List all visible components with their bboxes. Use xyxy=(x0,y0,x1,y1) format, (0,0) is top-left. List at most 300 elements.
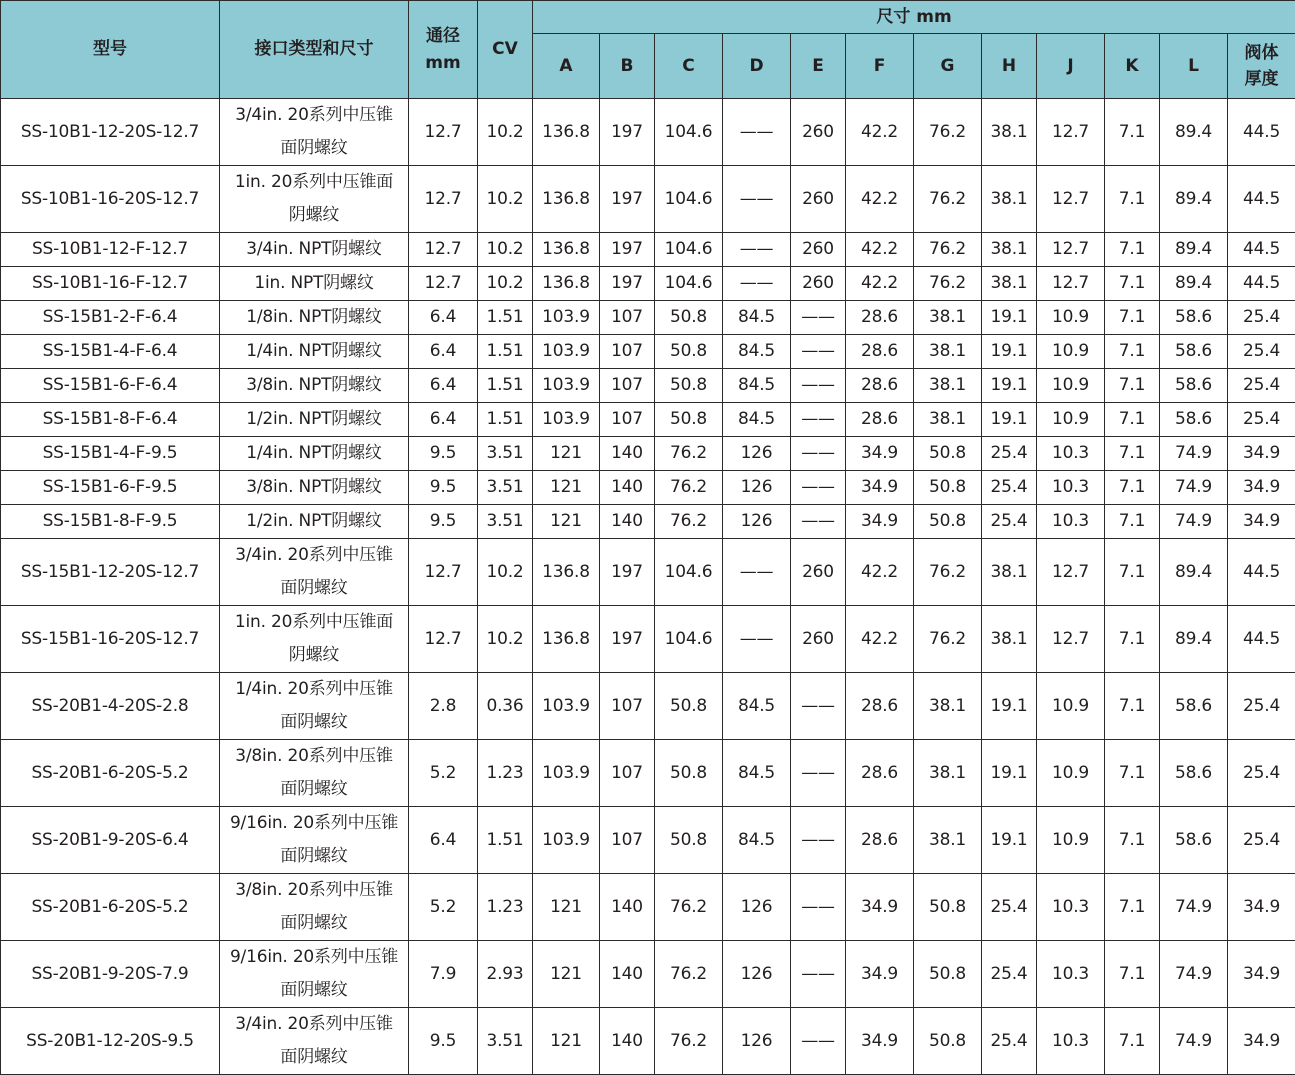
cell-cv: 10.2 xyxy=(478,233,533,267)
table-row xyxy=(1,267,1295,301)
cell-dim-f: 34.9 xyxy=(846,1008,914,1075)
cell-dim-k: 7.1 xyxy=(1105,471,1160,505)
header-dim-h: H xyxy=(982,34,1037,99)
cell-cv: 1.51 xyxy=(478,335,533,369)
cell-bore: 12.7 xyxy=(409,233,478,267)
cell-dim-c: 104.6 xyxy=(655,267,723,301)
cell-dim-f: 42.2 xyxy=(846,233,914,267)
cell-dim-c: 50.8 xyxy=(655,740,723,807)
cell-dim-g: 50.8 xyxy=(914,874,982,941)
cell-dim-k: 7.1 xyxy=(1105,437,1160,471)
cell-dim-c: 50.8 xyxy=(655,301,723,335)
cell-dim-a: 103.9 xyxy=(533,301,600,335)
cell-dim-h: 38.1 xyxy=(982,99,1037,166)
cell-cv: 10.2 xyxy=(478,166,533,233)
cell-dim-c: 76.2 xyxy=(655,505,723,539)
cell-dim-f: 28.6 xyxy=(846,301,914,335)
cell-dim-a: 103.9 xyxy=(533,673,600,740)
cell-dim-g: 50.8 xyxy=(914,471,982,505)
cell-dim-a: 136.8 xyxy=(533,233,600,267)
cell-dim-b: 197 xyxy=(600,99,655,166)
cell-dim-g: 38.1 xyxy=(914,740,982,807)
cell-bore: 6.4 xyxy=(409,369,478,403)
cell-dim-e: —— xyxy=(791,505,846,539)
table-body xyxy=(1,99,1295,1075)
cell-dim-b: 107 xyxy=(600,335,655,369)
cell-connection: 3/4in. NPT阴螺纹 xyxy=(220,233,409,267)
cell-model: SS-20B1-9-20S-6.4 xyxy=(1,807,220,874)
cell-thickness: 25.4 xyxy=(1228,403,1295,437)
cell-dim-g: 76.2 xyxy=(914,233,982,267)
cell-dim-e: —— xyxy=(791,471,846,505)
cell-model: SS-15B1-8-F-9.5 xyxy=(1,505,220,539)
cell-model: SS-20B1-12-20S-9.5 xyxy=(1,1008,220,1075)
cell-dim-j: 10.9 xyxy=(1037,740,1105,807)
cell-dim-b: 107 xyxy=(600,807,655,874)
table-row xyxy=(1,606,1295,673)
cell-dim-c: 104.6 xyxy=(655,233,723,267)
cell-dim-k: 7.1 xyxy=(1105,1008,1160,1075)
cell-dim-k: 7.1 xyxy=(1105,403,1160,437)
cell-dim-l: 74.9 xyxy=(1160,505,1228,539)
cell-dim-f: 28.6 xyxy=(846,740,914,807)
cell-dim-g: 38.1 xyxy=(914,673,982,740)
cell-dim-a: 103.9 xyxy=(533,403,600,437)
cell-dim-k: 7.1 xyxy=(1105,369,1160,403)
cell-dim-k: 7.1 xyxy=(1105,673,1160,740)
header-dim-k: K xyxy=(1105,34,1160,99)
cell-dim-l: 89.4 xyxy=(1160,606,1228,673)
cell-model: SS-15B1-8-F-6.4 xyxy=(1,403,220,437)
cell-dim-d: 84.5 xyxy=(723,369,791,403)
cell-dim-a: 136.8 xyxy=(533,539,600,606)
cell-dim-b: 140 xyxy=(600,471,655,505)
cell-connection: 1in. NPT阴螺纹 xyxy=(220,267,409,301)
cell-dim-b: 197 xyxy=(600,166,655,233)
cell-dim-b: 140 xyxy=(600,941,655,1008)
cell-bore: 6.4 xyxy=(409,301,478,335)
cell-dim-j: 10.3 xyxy=(1037,941,1105,1008)
cell-dim-a: 121 xyxy=(533,471,600,505)
cell-dim-j: 10.3 xyxy=(1037,1008,1105,1075)
cell-dim-j: 10.9 xyxy=(1037,403,1105,437)
cell-dim-c: 50.8 xyxy=(655,369,723,403)
cell-dim-d: 84.5 xyxy=(723,335,791,369)
cell-dim-h: 19.1 xyxy=(982,369,1037,403)
cell-dim-k: 7.1 xyxy=(1105,505,1160,539)
cell-cv: 3.51 xyxy=(478,1008,533,1075)
cell-dim-c: 50.8 xyxy=(655,807,723,874)
cell-dim-f: 28.6 xyxy=(846,335,914,369)
header-cv: CV xyxy=(478,1,533,99)
cell-dim-e: —— xyxy=(791,403,846,437)
cell-bore: 5.2 xyxy=(409,874,478,941)
table-row xyxy=(1,874,1295,941)
cell-connection: 3/8in. NPT阴螺纹 xyxy=(220,471,409,505)
cell-dim-b: 107 xyxy=(600,673,655,740)
table-row xyxy=(1,369,1295,403)
table-row xyxy=(1,471,1295,505)
cell-dim-e: —— xyxy=(791,807,846,874)
cell-dim-c: 104.6 xyxy=(655,606,723,673)
cell-dim-g: 38.1 xyxy=(914,403,982,437)
cell-cv: 10.2 xyxy=(478,267,533,301)
cell-thickness: 34.9 xyxy=(1228,505,1295,539)
cell-dim-d: 84.5 xyxy=(723,673,791,740)
cell-dim-h: 38.1 xyxy=(982,267,1037,301)
cell-dim-f: 28.6 xyxy=(846,807,914,874)
cell-dim-b: 197 xyxy=(600,233,655,267)
cell-connection: 3/4in. 20系列中压锥面阴螺纹 xyxy=(220,539,409,606)
table-row xyxy=(1,807,1295,874)
cell-bore: 12.7 xyxy=(409,99,478,166)
cell-dim-e: —— xyxy=(791,673,846,740)
cell-dim-d: 84.5 xyxy=(723,301,791,335)
cell-connection: 1/2in. NPT阴螺纹 xyxy=(220,505,409,539)
cell-dim-b: 107 xyxy=(600,740,655,807)
header-bore-line2: mm xyxy=(425,53,460,73)
cell-dim-h: 19.1 xyxy=(982,740,1037,807)
header-dim-f: F xyxy=(846,34,914,99)
cell-connection: 3/8in. 20系列中压锥面阴螺纹 xyxy=(220,740,409,807)
cell-connection: 9/16in. 20系列中压锥面阴螺纹 xyxy=(220,941,409,1008)
cell-thickness: 44.5 xyxy=(1228,233,1295,267)
cell-dim-f: 42.2 xyxy=(846,166,914,233)
cell-dim-k: 7.1 xyxy=(1105,606,1160,673)
cell-dim-d: 126 xyxy=(723,941,791,1008)
cell-dim-e: —— xyxy=(791,941,846,1008)
cell-model: SS-15B1-4-F-6.4 xyxy=(1,335,220,369)
cell-thickness: 34.9 xyxy=(1228,941,1295,1008)
cell-dim-g: 76.2 xyxy=(914,606,982,673)
cell-cv: 10.2 xyxy=(478,539,533,606)
cell-bore: 7.9 xyxy=(409,941,478,1008)
cell-dim-j: 10.9 xyxy=(1037,673,1105,740)
cell-thickness: 34.9 xyxy=(1228,437,1295,471)
cell-connection: 3/4in. 20系列中压锥面阴螺纹 xyxy=(220,1008,409,1075)
cell-dim-f: 34.9 xyxy=(846,941,914,1008)
cell-dim-c: 76.2 xyxy=(655,437,723,471)
cell-dim-d: 126 xyxy=(723,874,791,941)
cell-dim-j: 10.3 xyxy=(1037,437,1105,471)
cell-dim-b: 107 xyxy=(600,403,655,437)
cell-dim-l: 74.9 xyxy=(1160,874,1228,941)
cell-dim-k: 7.1 xyxy=(1105,941,1160,1008)
cell-thickness: 44.5 xyxy=(1228,539,1295,606)
cell-dim-f: 42.2 xyxy=(846,99,914,166)
table-row xyxy=(1,941,1295,1008)
cell-dim-a: 103.9 xyxy=(533,335,600,369)
cell-dim-h: 25.4 xyxy=(982,941,1037,1008)
cell-cv: 1.23 xyxy=(478,874,533,941)
cell-dim-l: 89.4 xyxy=(1160,166,1228,233)
cell-thickness: 34.9 xyxy=(1228,874,1295,941)
cell-dim-f: 42.2 xyxy=(846,539,914,606)
cell-cv: 1.51 xyxy=(478,403,533,437)
cell-dim-d: —— xyxy=(723,606,791,673)
cell-model: SS-20B1-6-20S-5.2 xyxy=(1,740,220,807)
cell-dim-j: 12.7 xyxy=(1037,99,1105,166)
cell-cv: 1.51 xyxy=(478,369,533,403)
cell-dim-f: 34.9 xyxy=(846,874,914,941)
cell-thickness: 25.4 xyxy=(1228,807,1295,874)
cell-dim-b: 140 xyxy=(600,437,655,471)
table-row xyxy=(1,539,1295,606)
cell-dim-e: 260 xyxy=(791,539,846,606)
table-row xyxy=(1,166,1295,233)
cell-bore: 9.5 xyxy=(409,437,478,471)
cell-cv: 10.2 xyxy=(478,606,533,673)
cell-dim-l: 58.6 xyxy=(1160,403,1228,437)
cell-bore: 12.7 xyxy=(409,606,478,673)
cell-thickness: 25.4 xyxy=(1228,740,1295,807)
cell-dim-c: 104.6 xyxy=(655,166,723,233)
cell-model: SS-10B1-12-20S-12.7 xyxy=(1,99,220,166)
cell-dim-b: 140 xyxy=(600,874,655,941)
cell-dim-h: 25.4 xyxy=(982,505,1037,539)
cell-connection: 9/16in. 20系列中压锥面阴螺纹 xyxy=(220,807,409,874)
cell-bore: 12.7 xyxy=(409,166,478,233)
table-row xyxy=(1,403,1295,437)
cell-dim-d: —— xyxy=(723,166,791,233)
cell-dim-f: 34.9 xyxy=(846,505,914,539)
cell-dim-g: 50.8 xyxy=(914,941,982,1008)
cell-dim-j: 12.7 xyxy=(1037,606,1105,673)
cell-dim-h: 38.1 xyxy=(982,539,1037,606)
cell-dim-k: 7.1 xyxy=(1105,166,1160,233)
cell-dim-a: 103.9 xyxy=(533,740,600,807)
cell-bore: 9.5 xyxy=(409,471,478,505)
cell-bore: 6.4 xyxy=(409,403,478,437)
cell-dim-d: 84.5 xyxy=(723,740,791,807)
cell-model: SS-15B1-2-F-6.4 xyxy=(1,301,220,335)
cell-bore: 6.4 xyxy=(409,335,478,369)
cell-dim-d: 126 xyxy=(723,437,791,471)
cell-model: SS-20B1-9-20S-7.9 xyxy=(1,941,220,1008)
cell-dim-d: —— xyxy=(723,267,791,301)
cell-dim-k: 7.1 xyxy=(1105,99,1160,166)
cell-dim-e: —— xyxy=(791,740,846,807)
cell-cv: 0.36 xyxy=(478,673,533,740)
cell-dim-b: 197 xyxy=(600,606,655,673)
cell-dim-k: 7.1 xyxy=(1105,267,1160,301)
cell-dim-b: 140 xyxy=(600,505,655,539)
cell-dim-c: 104.6 xyxy=(655,99,723,166)
cell-dim-c: 76.2 xyxy=(655,471,723,505)
cell-dim-c: 104.6 xyxy=(655,539,723,606)
cell-dim-f: 28.6 xyxy=(846,673,914,740)
header-dim-a: A xyxy=(533,34,600,99)
cell-dim-g: 38.1 xyxy=(914,807,982,874)
cell-dim-k: 7.1 xyxy=(1105,335,1160,369)
cell-dim-a: 136.8 xyxy=(533,99,600,166)
cell-dim-j: 10.9 xyxy=(1037,369,1105,403)
cell-dim-d: 126 xyxy=(723,471,791,505)
cell-dim-d: 84.5 xyxy=(723,807,791,874)
cell-cv: 10.2 xyxy=(478,99,533,166)
table-row xyxy=(1,740,1295,807)
cell-cv: 2.93 xyxy=(478,941,533,1008)
cell-model: SS-20B1-4-20S-2.8 xyxy=(1,673,220,740)
header-thickness xyxy=(1228,34,1295,99)
cell-model: SS-10B1-16-20S-12.7 xyxy=(1,166,220,233)
cell-dim-j: 12.7 xyxy=(1037,233,1105,267)
cell-connection: 1in. 20系列中压锥面阴螺纹 xyxy=(220,166,409,233)
cell-connection: 1in. 20系列中压锥面阴螺纹 xyxy=(220,606,409,673)
cell-thickness: 44.5 xyxy=(1228,267,1295,301)
cell-dim-k: 7.1 xyxy=(1105,740,1160,807)
cell-dim-l: 74.9 xyxy=(1160,1008,1228,1075)
header-connection: 接口类型和尺寸 xyxy=(220,1,409,99)
cell-dim-j: 10.9 xyxy=(1037,335,1105,369)
cell-dim-h: 25.4 xyxy=(982,471,1037,505)
header-thickness-line2: 厚度 xyxy=(1245,69,1279,89)
cell-dim-a: 103.9 xyxy=(533,369,600,403)
cell-dim-a: 121 xyxy=(533,874,600,941)
table-row xyxy=(1,233,1295,267)
table-row xyxy=(1,99,1295,166)
cell-dim-j: 10.9 xyxy=(1037,301,1105,335)
cell-dim-h: 25.4 xyxy=(982,874,1037,941)
cell-thickness: 44.5 xyxy=(1228,166,1295,233)
cell-dim-f: 28.6 xyxy=(846,403,914,437)
cell-dim-l: 58.6 xyxy=(1160,301,1228,335)
cell-dim-h: 19.1 xyxy=(982,403,1037,437)
cell-thickness: 44.5 xyxy=(1228,99,1295,166)
cell-dim-k: 7.1 xyxy=(1105,301,1160,335)
cell-dim-h: 19.1 xyxy=(982,335,1037,369)
cell-dim-g: 76.2 xyxy=(914,267,982,301)
header-dimensions: 尺寸 mm xyxy=(533,1,1295,34)
cell-model: SS-15B1-6-F-6.4 xyxy=(1,369,220,403)
cell-dim-c: 50.8 xyxy=(655,673,723,740)
table-row xyxy=(1,301,1295,335)
cell-dim-h: 19.1 xyxy=(982,301,1037,335)
cell-dim-c: 50.8 xyxy=(655,403,723,437)
header-dim-c: C xyxy=(655,34,723,99)
cell-dim-h: 38.1 xyxy=(982,233,1037,267)
cell-dim-e: —— xyxy=(791,301,846,335)
cell-dim-b: 107 xyxy=(600,301,655,335)
cell-dim-j: 12.7 xyxy=(1037,267,1105,301)
cell-model: SS-15B1-6-F-9.5 xyxy=(1,471,220,505)
cell-dim-j: 10.3 xyxy=(1037,471,1105,505)
header-dim-g: G xyxy=(914,34,982,99)
cell-dim-k: 7.1 xyxy=(1105,807,1160,874)
cell-dim-e: 260 xyxy=(791,166,846,233)
cell-dim-l: 58.6 xyxy=(1160,673,1228,740)
cell-cv: 3.51 xyxy=(478,505,533,539)
cell-thickness: 44.5 xyxy=(1228,606,1295,673)
cell-dim-c: 76.2 xyxy=(655,941,723,1008)
cell-dim-e: —— xyxy=(791,1008,846,1075)
cell-model: SS-10B1-12-F-12.7 xyxy=(1,233,220,267)
cell-dim-c: 76.2 xyxy=(655,874,723,941)
cell-dim-e: —— xyxy=(791,369,846,403)
cell-dim-e: —— xyxy=(791,874,846,941)
cell-dim-a: 121 xyxy=(533,505,600,539)
cell-connection: 1/4in. NPT阴螺纹 xyxy=(220,335,409,369)
header-thickness-line1: 阀体 xyxy=(1245,43,1279,63)
header-dim-b: B xyxy=(600,34,655,99)
cell-dim-a: 121 xyxy=(533,1008,600,1075)
cell-cv: 3.51 xyxy=(478,437,533,471)
cell-connection: 3/8in. 20系列中压锥面阴螺纹 xyxy=(220,874,409,941)
cell-dim-g: 50.8 xyxy=(914,1008,982,1075)
cell-connection: 1/4in. 20系列中压锥面阴螺纹 xyxy=(220,673,409,740)
cell-dim-b: 197 xyxy=(600,539,655,606)
cell-dim-a: 121 xyxy=(533,437,600,471)
table-row xyxy=(1,335,1295,369)
header-dim-e: E xyxy=(791,34,846,99)
cell-dim-b: 107 xyxy=(600,369,655,403)
cell-connection: 1/2in. NPT阴螺纹 xyxy=(220,403,409,437)
cell-model: SS-20B1-6-20S-5.2 xyxy=(1,874,220,941)
cell-dim-d: 84.5 xyxy=(723,403,791,437)
cell-dim-l: 58.6 xyxy=(1160,369,1228,403)
cell-thickness: 25.4 xyxy=(1228,369,1295,403)
cell-dim-l: 89.4 xyxy=(1160,233,1228,267)
cell-dim-h: 19.1 xyxy=(982,673,1037,740)
cell-dim-a: 103.9 xyxy=(533,807,600,874)
cell-dim-b: 197 xyxy=(600,267,655,301)
cell-dim-h: 25.4 xyxy=(982,1008,1037,1075)
cell-dim-a: 136.8 xyxy=(533,267,600,301)
table-row xyxy=(1,505,1295,539)
header-bore xyxy=(409,1,478,99)
cell-cv: 1.23 xyxy=(478,740,533,807)
cell-dim-h: 19.1 xyxy=(982,807,1037,874)
cell-dim-b: 140 xyxy=(600,1008,655,1075)
cell-dim-a: 136.8 xyxy=(533,606,600,673)
cell-dim-g: 76.2 xyxy=(914,539,982,606)
cell-dim-l: 89.4 xyxy=(1160,99,1228,166)
cell-dim-l: 89.4 xyxy=(1160,267,1228,301)
cell-thickness: 34.9 xyxy=(1228,1008,1295,1075)
cell-model: SS-10B1-16-F-12.7 xyxy=(1,267,220,301)
cell-dim-f: 28.6 xyxy=(846,369,914,403)
cell-dim-g: 50.8 xyxy=(914,505,982,539)
cell-dim-e: 260 xyxy=(791,233,846,267)
cell-bore: 9.5 xyxy=(409,1008,478,1075)
cell-dim-f: 42.2 xyxy=(846,606,914,673)
cell-dim-g: 50.8 xyxy=(914,437,982,471)
cell-dim-l: 89.4 xyxy=(1160,539,1228,606)
cell-connection: 3/8in. NPT阴螺纹 xyxy=(220,369,409,403)
cell-connection: 1/4in. NPT阴螺纹 xyxy=(220,437,409,471)
cell-dim-d: 126 xyxy=(723,1008,791,1075)
cell-dim-f: 42.2 xyxy=(846,267,914,301)
header-dim-d: D xyxy=(723,34,791,99)
header-bore-line1: 通径 xyxy=(426,26,460,46)
cell-dim-d: —— xyxy=(723,233,791,267)
cell-dim-k: 7.1 xyxy=(1105,539,1160,606)
cell-dim-e: 260 xyxy=(791,267,846,301)
cell-dim-j: 10.3 xyxy=(1037,874,1105,941)
cell-bore: 12.7 xyxy=(409,267,478,301)
cell-dim-k: 7.1 xyxy=(1105,874,1160,941)
cell-bore: 9.5 xyxy=(409,505,478,539)
cell-dim-j: 10.3 xyxy=(1037,505,1105,539)
cell-dim-g: 76.2 xyxy=(914,99,982,166)
cell-dim-f: 34.9 xyxy=(846,437,914,471)
cell-dim-h: 38.1 xyxy=(982,606,1037,673)
cell-dim-j: 12.7 xyxy=(1037,166,1105,233)
cell-dim-g: 38.1 xyxy=(914,369,982,403)
cell-dim-l: 74.9 xyxy=(1160,941,1228,1008)
cell-dim-a: 136.8 xyxy=(533,166,600,233)
cell-cv: 3.51 xyxy=(478,471,533,505)
